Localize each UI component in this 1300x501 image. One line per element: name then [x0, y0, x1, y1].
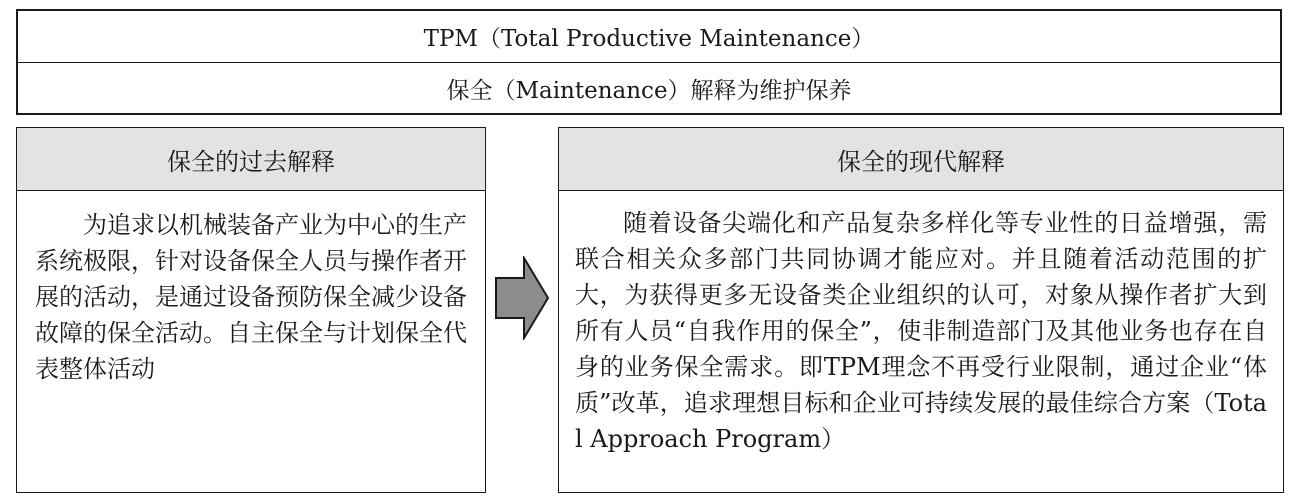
past-interpretation-text: 为追求以机械装备产业为中心的生产系统极限，针对设备保全人员与操作者开展的活动，是通过设备预防保全减少设备故障的保全活动。自主保全与计划保全代表整体活动 — [35, 211, 467, 383]
modern-interpretation-title: 保全的现代解释 — [559, 128, 1283, 191]
past-interpretation-panel — [16, 127, 486, 493]
tpm-definition-box — [16, 9, 1282, 115]
past-interpretation-title: 保全的过去解释 — [17, 128, 485, 191]
modern-interpretation-panel — [558, 127, 1284, 493]
maintenance-definition: 保全（Maintenance）解释为维护保养 — [18, 62, 1280, 113]
tpm-title: TPM（Total Productive Maintenance） — [423, 26, 875, 52]
modern-interpretation-text: 随着设备尖端化和产品复杂多样化等专业性的日益增强，需联合相关众多部门共同协调才能应对。并且随着活动范围的扩大，为获得更多无设备类企业组织的认可，对象从操作者扩大到所有人员“自我作用的保全”，使非制造部门及其他业务也存在自身的业务保全需求。即TPM理念不再受行业限制，通过企业“体质”改革，追求理想目标和企业可持续发展的最佳综合方案（Total Approach Program） — [575, 209, 1267, 453]
right-arrow-icon — [494, 256, 550, 340]
